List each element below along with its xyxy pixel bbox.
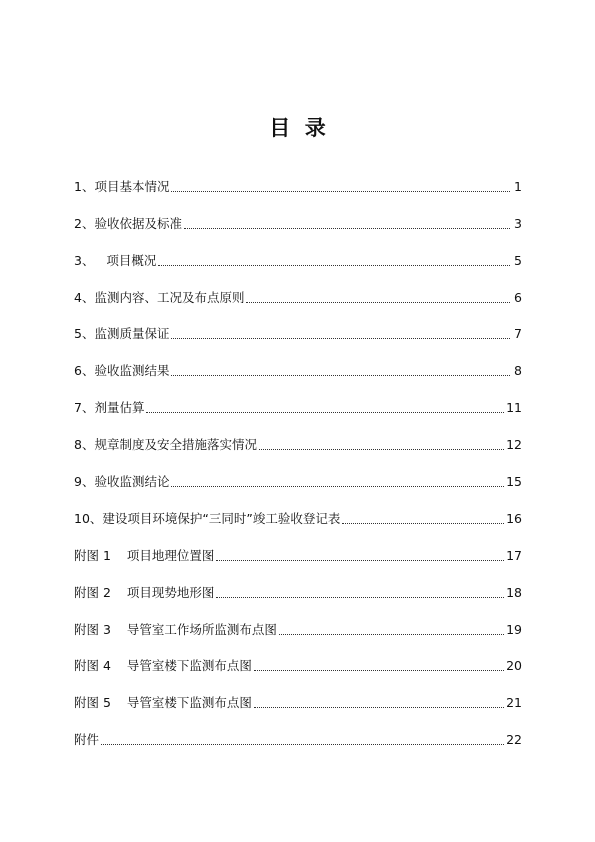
toc-entry[interactable] (74, 160, 522, 197)
dot-leader (171, 375, 510, 376)
dot-leader (216, 560, 504, 561)
toc-entry-page: 18 (506, 584, 522, 600)
toc-entry-page: 12 (506, 437, 522, 453)
toc-entry-label: 5、监测质量保证 (74, 326, 170, 342)
toc-entry-label: 7、剂量估算 (74, 400, 145, 416)
toc-entry-page: 22 (506, 732, 522, 748)
toc-entry[interactable] (74, 529, 522, 566)
dot-leader (146, 412, 504, 413)
dot-leader (171, 486, 504, 487)
toc-entry[interactable] (74, 381, 522, 418)
dot-leader (101, 744, 504, 745)
toc-entry-page: 5 (514, 252, 522, 268)
toc-entry-label: 2、验收依据及标准 (74, 215, 182, 231)
toc-entry[interactable] (74, 197, 522, 234)
toc-entry-label: 4、监测内容、工况及布点原则 (74, 289, 245, 305)
toc-entry-label: 8、规章制度及安全措施落实情况 (74, 437, 257, 453)
toc-entry[interactable] (74, 713, 522, 750)
toc-entry-page: 7 (514, 326, 522, 342)
dot-leader (158, 265, 510, 266)
toc-entry-label: 附图 3 导管室工作场所监测布点图 (74, 621, 277, 637)
toc-entry[interactable] (74, 234, 522, 271)
dot-leader (254, 670, 504, 671)
toc-entry-page: 1 (514, 178, 522, 194)
toc-entry[interactable] (74, 676, 522, 713)
dot-leader (259, 449, 504, 450)
toc-entry[interactable] (74, 271, 522, 308)
toc-entry-page: 19 (506, 621, 522, 637)
toc-entry-label: 9、验收监测结论 (74, 474, 170, 490)
toc-entry[interactable] (74, 603, 522, 640)
dot-leader (246, 302, 510, 303)
toc-entry-label: 附图 4 导管室楼下监测布点图 (74, 658, 252, 674)
toc-entry-label: 附图 1 项目地理位置图 (74, 547, 215, 563)
toc-list (74, 160, 522, 750)
toc-entry-page: 16 (506, 510, 522, 526)
toc-entry-page: 8 (514, 363, 522, 379)
toc-entry-label: 1、项目基本情况 (74, 178, 170, 194)
toc-entry-label: 附图 2 项目现势地形图 (74, 584, 215, 600)
toc-entry-label: 附图 5 导管室楼下监测布点图 (74, 695, 252, 711)
toc-entry-page: 11 (506, 400, 522, 416)
toc-entry-page: 21 (506, 695, 522, 711)
dot-leader (342, 523, 504, 524)
toc-entry-label: 附件 (74, 732, 100, 748)
toc-entry-label: 3、 项目概况 (74, 252, 157, 268)
toc-entry[interactable] (74, 455, 522, 492)
toc-entry[interactable] (74, 308, 522, 345)
toc-entry-page: 15 (506, 474, 522, 490)
dot-leader (171, 338, 510, 339)
toc-entry[interactable] (74, 418, 522, 455)
toc-entry[interactable] (74, 344, 522, 381)
toc-title: 目 录 (269, 116, 326, 140)
dot-leader (279, 634, 504, 635)
dot-leader (254, 707, 504, 708)
dot-leader (171, 191, 510, 192)
toc-entry[interactable] (74, 492, 522, 529)
toc-entry[interactable] (74, 566, 522, 603)
dot-leader (216, 597, 504, 598)
toc-entry-page: 3 (514, 215, 522, 231)
toc-entry-label: 10、建设项目环境保护“三同时”竣工验收登记表 (74, 510, 341, 526)
toc-entry-page: 6 (514, 289, 522, 305)
dot-leader (184, 228, 510, 229)
toc-entry[interactable] (74, 640, 522, 677)
toc-entry-label: 6、验收监测结果 (74, 363, 170, 379)
toc-entry-page: 17 (506, 547, 522, 563)
toc-entry-page: 20 (506, 658, 522, 674)
